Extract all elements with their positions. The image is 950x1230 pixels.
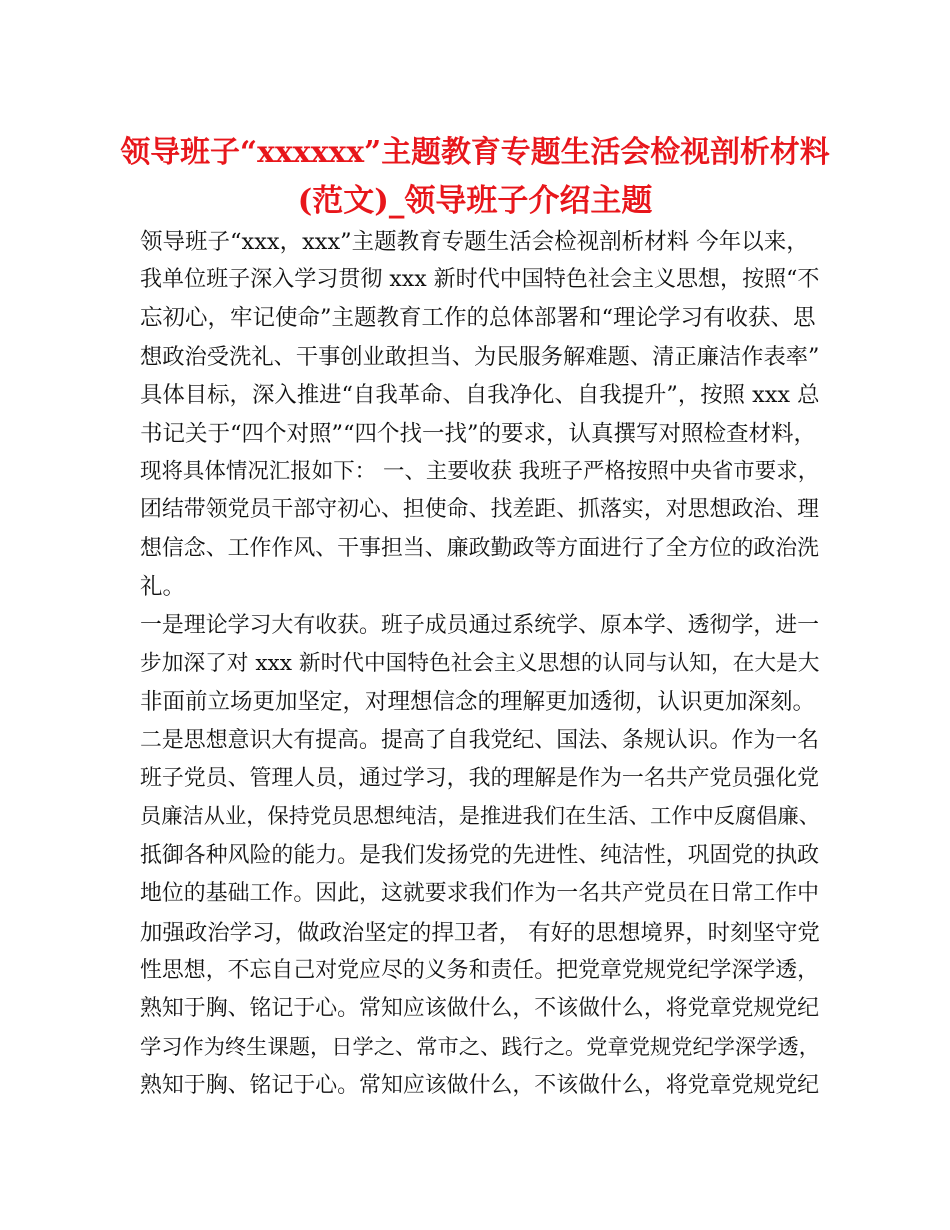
body-line: 性思想，不忘自己对党应尽的义务和责任。把党章党规党纪学深学透， [140, 958, 820, 984]
body-line: 非面前立场更加坚定，对理想信念的理解更加透彻，认识更加深刻。 [140, 689, 816, 716]
body-line: 礼。 [140, 574, 186, 601]
body-line: 团结带领党员干部守初心、担使命、找差距、抓落实，对思想政治、理 [140, 497, 820, 523]
body-line: 二是思想意识大有提高。提高了自我党纪、国法、条规认识。作为一名 [140, 727, 820, 753]
body-line: 学习作为终生课题，日学之、常市之、践行之。党章党规党纪学深学透， [140, 1034, 821, 1060]
document-title-line-1: 领导班子“xxxxxx”主题教育专题生活会检视剖析材料 [120, 135, 830, 170]
body-line: 一是理论学习大有收获。班子成员通过系统学、原本学、透彻学，进一 [140, 612, 820, 638]
document-body [140, 223, 820, 1106]
body-line: 熟知于胸、铭记于心。常知应该做什么，不该做什么，将党章党规党纪 [140, 1073, 820, 1099]
body-line: 忘初心，牢记使命”主题教育工作的总体部署和“理论学习有收获、思 [140, 305, 816, 332]
body-line: 想信念、工作作风、干事担当、廉政勤政等方面进行了全方位的政治洗 [140, 535, 820, 561]
body-line: 地位的基础工作。因此，这就要求我们作为一名共产党员在日常工作中 [140, 881, 820, 907]
body-line: 抵御各种风险的能力。是我们发扬党的先进性、纯洁性，巩固党的执政 [140, 842, 820, 868]
body-line: 员廉洁从业，保持党员思想纯洁，是推进我们在生活、工作中反腐倡廉、 [140, 804, 821, 830]
body-line: 我单位班子深入学习贯彻 xxx 新时代中国特色社会主义思想，按照“不 [140, 267, 820, 292]
body-line: 想政治受洗礼、干事创业敢担当、为民服务解难题、清正廉洁作表率” [140, 343, 820, 370]
body-line: 现将具体情况汇报如下： 一、主要收获 我班子严格按照中央省市要求， [140, 458, 820, 484]
body-line: 具体目标，深入推进“自我革命、自我净化、自我提升”，按照 xxx 总 [140, 382, 820, 409]
body-line: 书记关于“四个对照”“四个找一找”的要求，认真撰写对照检查材料， [140, 420, 817, 447]
body-line: 步加深了对 xxx 新时代中国特色社会主义思想的认同与认知，在大是大 [140, 650, 820, 676]
document-title-line-2: (范文)_领导班子介绍主题 [297, 183, 653, 219]
body-line: 领导班子“xxx，xxx”主题教育专题生活会检视剖析材料 今年以来， [140, 229, 809, 255]
body-line: 加强政治学习，做政治坚定的捍卫者， 有好的思想境界，时刻坚守党 [140, 919, 820, 946]
body-line: 熟知于胸、铭记于心。常知应该做什么，不该做什么，将党章党规党纪 [140, 996, 820, 1022]
body-line: 班子党员、管理人员，通过学习，我的理解是作为一名共产党员强化党 [140, 766, 820, 792]
